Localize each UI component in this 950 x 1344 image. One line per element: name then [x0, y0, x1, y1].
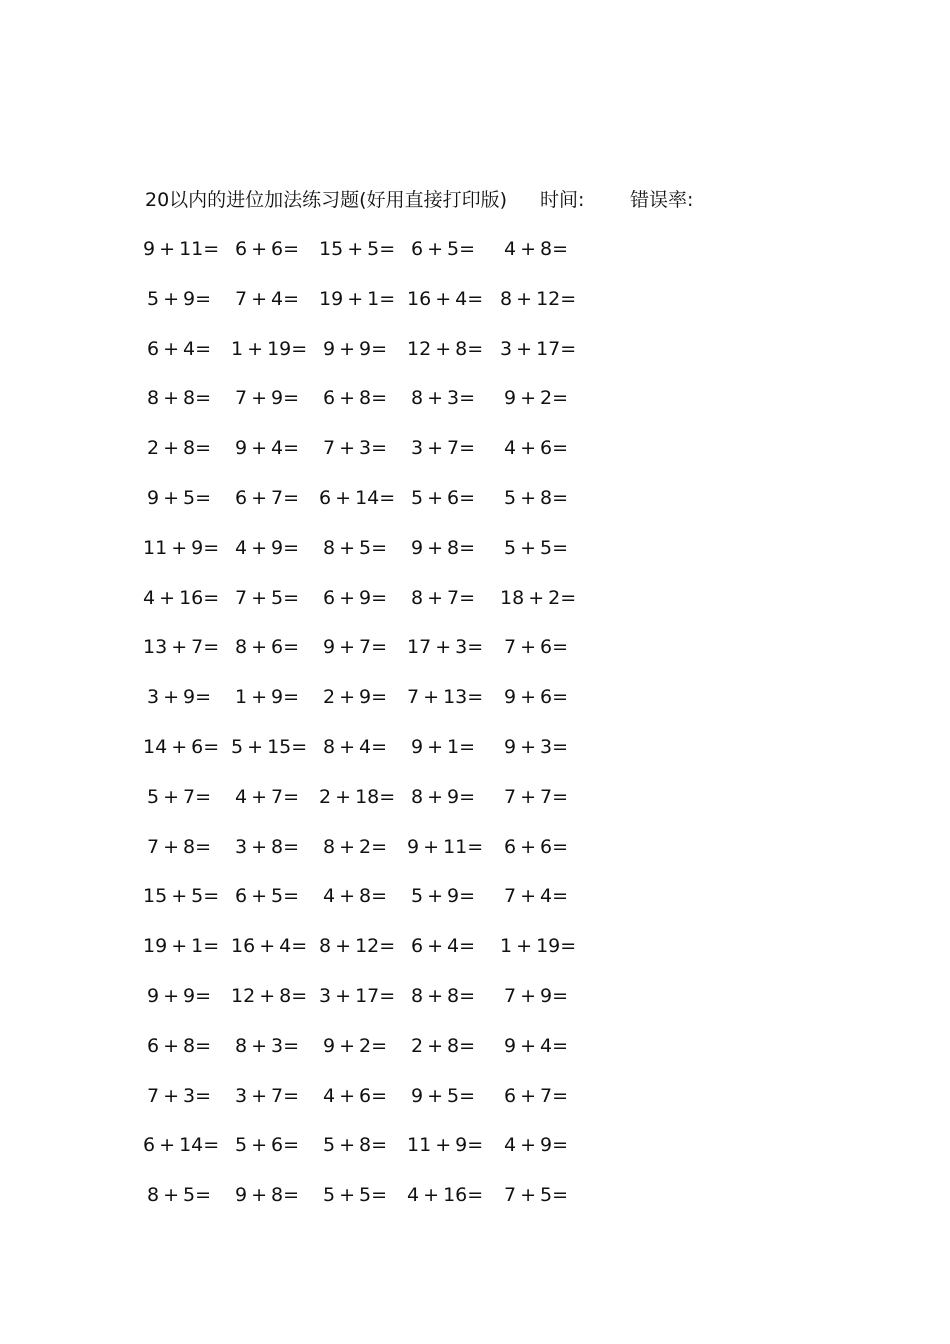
addition-problem: 6 + 14= [319, 486, 396, 509]
addition-problem: 5 + 8= [322, 1134, 388, 1157]
addition-problem: 17 + 3= [407, 636, 484, 659]
addition-problem: 5 + 5= [322, 1184, 388, 1207]
addition-problem: 3 + 7= [234, 1084, 300, 1107]
addition-problem: 6 + 6= [234, 238, 300, 260]
addition-problem: 7 + 4= [234, 287, 300, 310]
addition-problem: 7 + 5= [503, 1184, 569, 1207]
addition-problem: 16 + 4= [231, 935, 308, 958]
addition-problem: 7 + 8= [146, 835, 212, 858]
addition-problem: 7 + 3= [322, 437, 388, 460]
problem-row [143, 1130, 603, 1180]
addition-problem: 6 + 8= [322, 387, 388, 410]
addition-problem: 3 + 17= [319, 984, 396, 1007]
addition-problem: 3 + 9= [146, 686, 212, 709]
error-rate-label: 错误率: [630, 189, 694, 211]
addition-problem: 7 + 6= [503, 636, 569, 659]
addition-problem: 12 + 8= [407, 337, 484, 360]
addition-problem: 4 + 6= [503, 437, 569, 460]
addition-problem: 5 + 5= [503, 536, 569, 559]
addition-problem: 11 + 9= [407, 1134, 484, 1157]
problem-row [143, 533, 603, 583]
addition-problem: 19 + 1= [319, 287, 396, 310]
problem-row [143, 583, 603, 633]
addition-problem: 9 + 5= [410, 1084, 476, 1107]
addition-problem: 6 + 5= [410, 238, 476, 260]
addition-problem: 3 + 17= [500, 337, 577, 360]
addition-problem: 8 + 8= [410, 984, 476, 1007]
addition-problem: 8 + 8= [146, 387, 212, 410]
addition-problem: 4 + 8= [503, 238, 569, 260]
addition-problem: 6 + 5= [234, 885, 300, 908]
worksheet-title: 20以内的进位加法练习题(好用直接打印版) [145, 189, 508, 211]
addition-problem: 6 + 4= [410, 935, 476, 958]
addition-problem: 6 + 8= [146, 1034, 212, 1057]
addition-problem: 6 + 6= [503, 835, 569, 858]
problem-row [143, 832, 603, 882]
addition-problem: 4 + 8= [322, 885, 388, 908]
addition-problem: 2 + 9= [322, 686, 388, 709]
addition-problem: 9 + 9= [322, 337, 388, 360]
addition-problem: 8 + 3= [410, 387, 476, 410]
addition-problem: 7 + 9= [234, 387, 300, 410]
worksheet-header [145, 186, 693, 214]
addition-problem: 11 + 9= [143, 536, 220, 559]
addition-problem: 5 + 6= [234, 1134, 300, 1157]
problem-row [143, 632, 603, 682]
addition-problem: 8 + 3= [234, 1034, 300, 1057]
addition-problem: 5 + 15= [231, 735, 308, 758]
problem-row [143, 1031, 603, 1081]
addition-problem: 6 + 14= [143, 1134, 220, 1157]
addition-problem: 7 + 13= [407, 686, 484, 709]
addition-problem: 15 + 5= [143, 885, 220, 908]
addition-problem: 2 + 8= [410, 1034, 476, 1057]
addition-problem: 5 + 9= [410, 885, 476, 908]
addition-problem: 9 + 3= [503, 735, 569, 758]
addition-problem: 13 + 7= [143, 636, 220, 659]
problem-row [143, 334, 603, 384]
addition-problem: 9 + 1= [410, 735, 476, 758]
addition-problem: 9 + 7= [322, 636, 388, 659]
addition-problem: 14 + 6= [143, 735, 220, 758]
addition-problem: 7 + 5= [234, 586, 300, 609]
addition-problem: 7 + 3= [146, 1084, 212, 1107]
problem-row [143, 383, 603, 433]
problem-row [143, 981, 603, 1031]
addition-problem: 7 + 4= [503, 885, 569, 908]
addition-problem: 18 + 2= [500, 586, 577, 609]
addition-problem: 9 + 11= [143, 238, 220, 260]
addition-problem: 1 + 9= [234, 686, 300, 709]
problem-row [143, 284, 603, 334]
problem-row [143, 682, 603, 732]
addition-problem: 9 + 2= [503, 387, 569, 410]
addition-problem: 4 + 16= [407, 1184, 484, 1207]
addition-problem: 6 + 9= [322, 586, 388, 609]
addition-problem: 3 + 8= [234, 835, 300, 858]
addition-problem: 2 + 18= [319, 785, 396, 808]
addition-problem: 15 + 5= [319, 238, 396, 260]
addition-problem: 8 + 7= [410, 586, 476, 609]
problem-row [143, 881, 603, 931]
addition-problem: 4 + 6= [322, 1084, 388, 1107]
addition-problem: 7 + 9= [503, 984, 569, 1007]
addition-problem: 5 + 6= [410, 486, 476, 509]
problem-row [143, 234, 603, 284]
problem-grid [143, 234, 603, 1230]
addition-problem: 8 + 4= [322, 735, 388, 758]
addition-problem: 3 + 7= [410, 437, 476, 460]
problem-row [143, 1180, 603, 1230]
addition-problem: 9 + 2= [322, 1034, 388, 1057]
addition-problem: 8 + 2= [322, 835, 388, 858]
problem-row [143, 1081, 603, 1131]
problem-row [143, 782, 603, 832]
addition-problem: 8 + 9= [410, 785, 476, 808]
addition-problem: 5 + 9= [146, 287, 212, 310]
addition-problem: 9 + 5= [146, 486, 212, 509]
addition-problem: 4 + 7= [234, 785, 300, 808]
addition-problem: 7 + 7= [503, 785, 569, 808]
addition-problem: 9 + 6= [503, 686, 569, 709]
addition-problem: 4 + 9= [234, 536, 300, 559]
problem-row [143, 433, 603, 483]
addition-problem: 1 + 19= [231, 337, 308, 360]
addition-problem: 9 + 8= [234, 1184, 300, 1207]
addition-problem: 4 + 9= [503, 1134, 569, 1157]
addition-problem: 2 + 8= [146, 437, 212, 460]
addition-problem: 8 + 12= [319, 935, 396, 958]
addition-problem: 16 + 4= [407, 287, 484, 310]
problem-row [143, 483, 603, 533]
addition-problem: 8 + 12= [500, 287, 577, 310]
addition-problem: 9 + 8= [410, 536, 476, 559]
addition-problem: 9 + 4= [503, 1034, 569, 1057]
addition-problem: 19 + 1= [143, 935, 220, 958]
addition-problem: 8 + 5= [146, 1184, 212, 1207]
addition-problem: 6 + 7= [503, 1084, 569, 1107]
addition-problem: 4 + 16= [143, 586, 220, 609]
time-label: 时间: [540, 189, 585, 211]
addition-problem: 9 + 4= [234, 437, 300, 460]
problem-row [143, 732, 603, 782]
addition-problem: 8 + 5= [322, 536, 388, 559]
addition-problem: 6 + 4= [146, 337, 212, 360]
problem-row [143, 931, 603, 981]
addition-problem: 5 + 8= [503, 486, 569, 509]
addition-problem: 9 + 11= [407, 835, 484, 858]
addition-problem: 8 + 6= [234, 636, 300, 659]
addition-problem: 1 + 19= [500, 935, 577, 958]
addition-problem: 6 + 7= [234, 486, 300, 509]
addition-problem: 12 + 8= [231, 984, 308, 1007]
addition-problem: 9 + 9= [146, 984, 212, 1007]
addition-problem: 5 + 7= [146, 785, 212, 808]
